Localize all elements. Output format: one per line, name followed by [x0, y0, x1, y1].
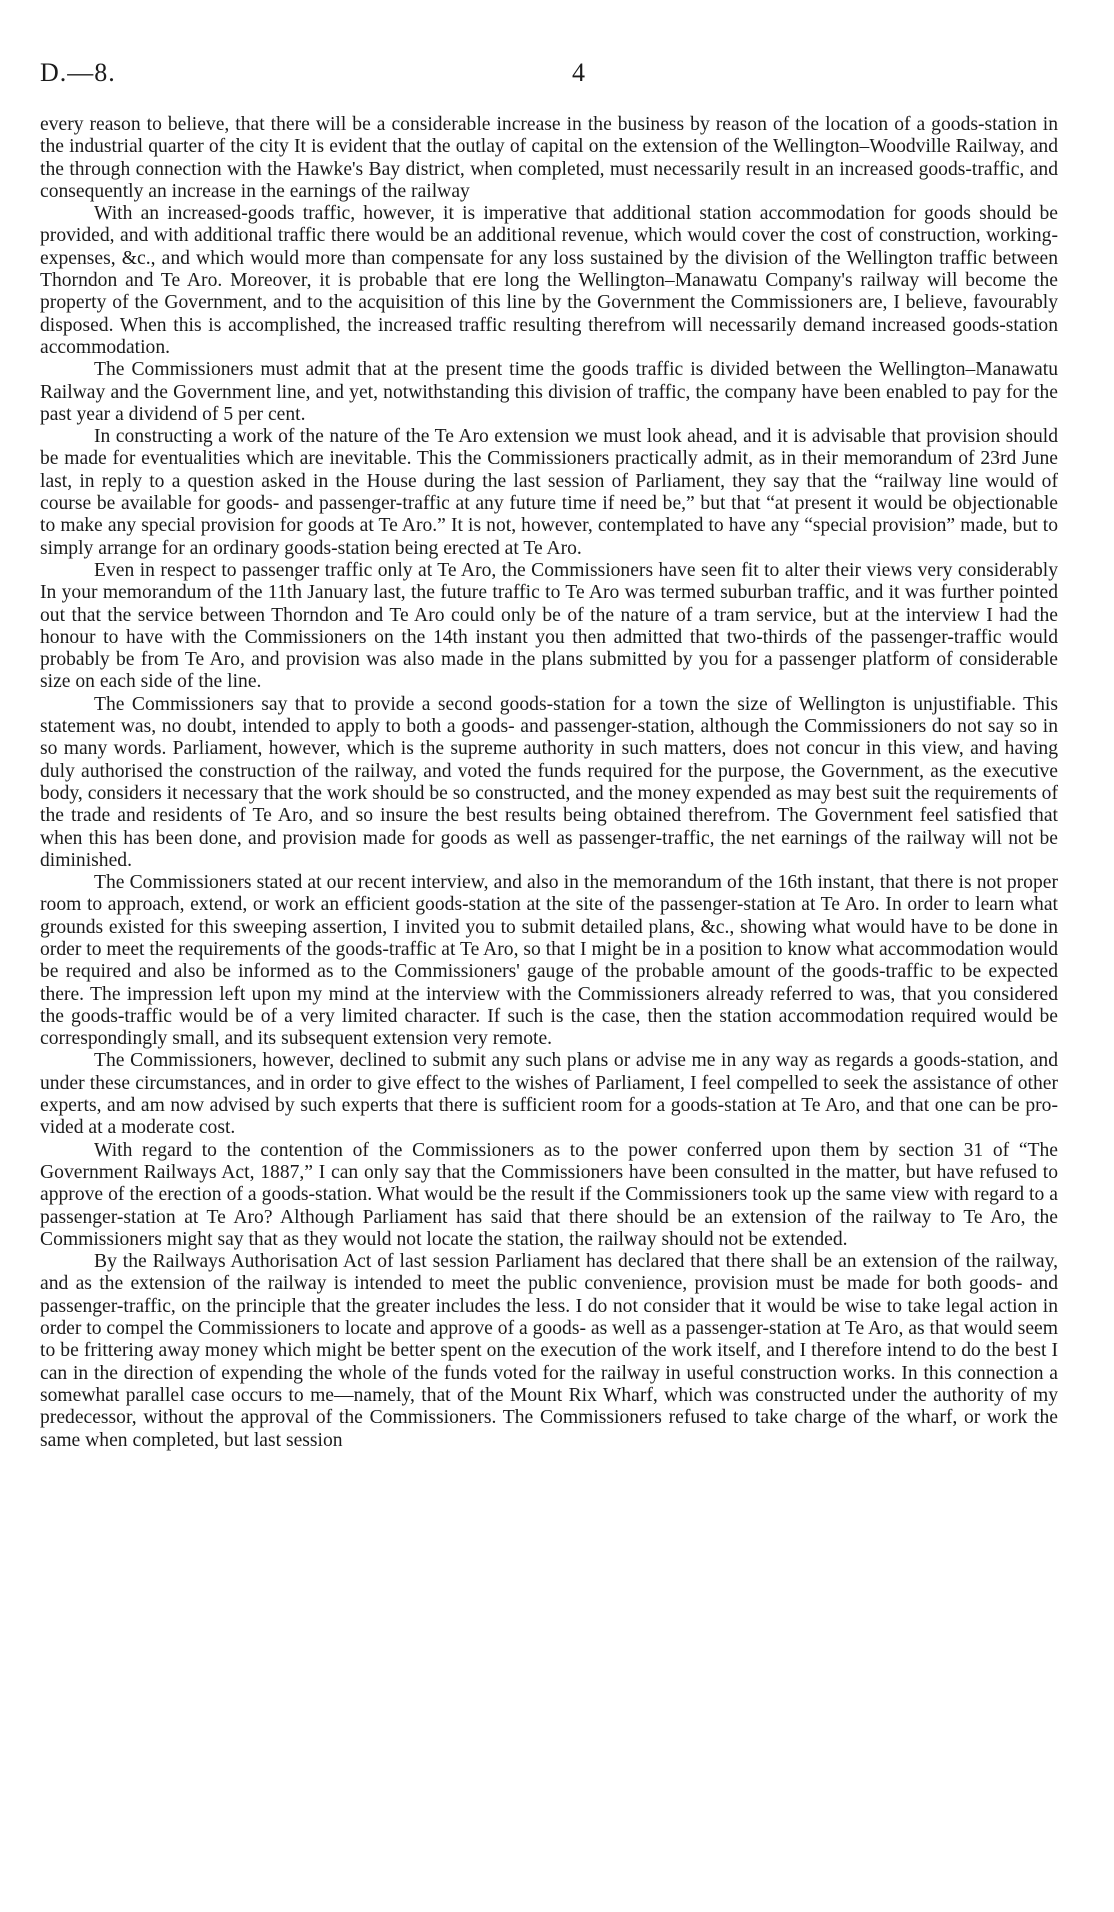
paragraph-5: Even in respect to passenger traffic only at Te Aro, the Commissioners have seen fit to alter their views very considerably In your memorandum of the 11th January last, the future traffic to Te Aro was termed suburban traffic, and it was further pointed out that the service between Thorndon and Te Aro could only be of the nature of a tram service, but at the interview I had the honour to have with the Commissioners on the 14th instant you then admitted that two-thirds of the passenger-traffic would probably be from Te Aro, and provision was also made in the plans submitted by you for a passenger platform of considerable size on each side of the line.	[40, 559, 1058, 693]
paragraph-2: With an increased-goods traffic, however, it is imperative that additional station accommodation for goods should be provided, and with additional traffic there would be an additional revenue, which would cover the cost of construction, working-expenses, &c., and which would more than compensate for any loss sustained by the division of the Wellington traffic between Thorndon and Te Aro. Moreover, it is probable that ere long the Wellington–Manawatu Company's railway will become the property of the Government, and to the acquisition of this line by the Government the Commissioners are, I believe, favourably disposed. When this is accomplished, the increased traffic resulting therefrom will necessarily demand increased goods-station accommodation.	[40, 203, 1058, 358]
document-reference: D.—8.	[40, 58, 116, 87]
paragraph-4: In constructing a work of the nature of the Te Aro extension we must look ahead, and it is advisable that provision should be made for eventualities which are inevitable. This the Commissioners practically admit, as in their memorandum of 23rd June last, in reply to a question asked in the House during the last session of Parliament, they say that the “railway line would of course be available for goods- and passenger-traffic at any future time if need be,” but that “at present it would be objectionable to make any special provision for goods at Te Aro.” It is not, however, contemplated to have any “special provision” made, but to simply arrange for an ordinary goods-station being erected at Te Aro.	[40, 426, 1058, 559]
paragraph-6: The Commissioners say that to provide a second goods-station for a town the size of Wellington is unjustifiable. This statement was, no doubt, intended to apply to both a goods- and passenger-station, although the Commissioners do not say so in so many words. Parliament, however, which is the supreme authority in such matters, does not concur in this view, and having duly authorised the construction of the railway, and voted the funds required for the purpose, the Government, as the executive body, considers it necessary that the work should be so constructed, and the money expended as may best suit the requirements of the trade and residents of Te Aro, and so insure the best results being obtained therefrom. The Government feel satisfied that when this has been done, and provision made for goods as well as passenger-traffic, the net earnings of the railway will not be diminished.	[40, 693, 1058, 871]
page-number: 4	[572, 58, 585, 87]
paragraph-8: The Commissioners, however, declined to submit any such plans or advise me in any way as regards a goods-station, and under these circumstances, and in order to give effect to the wishes of Parliament, I feel compelled to seek the assistance of other experts, and am now advised by such experts that there is sufficient room for a goods-station at Te Aro, and that one can be provided at a moderate cost.	[40, 1050, 1058, 1139]
body-text	[40, 114, 1058, 1452]
paragraph-10: By the Railways Authorisation Act of last session Parliament has declared that there shall be an extension of the railway, and as the extension of the railway is intended to meet the public convenience, provision must be made for both goods- and passenger-traffic, on the principle that the greater includes the less. I do not consider that it would be wise to take legal action in order to compel the Commissioners to locate and approve of a goods- as well as a passenger-station at Te Aro, as that would seem to be frittering away money which might be better spent on the execution of the work itself, and I therefore intend to do the best I can in the direction of expending the whole of the funds voted for the railway in useful construction works. In this connection a somewhat parallel case occurs to me—namely, that of the Mount Rix Wharf, which was constructed under the authority of my predecessor, without the approval of the Commissioners. The Commissioners refused to take charge of the wharf, or work the same when completed, but last session	[40, 1251, 1058, 1451]
paragraph-3: The Commissioners must admit that at the present time the goods traffic is divided between the Wellington–Manawatu Railway and the Government line, and yet, notwithstanding this division of traffic, the company have been enabled to pay for the past year a dividend of 5 per cent.	[40, 359, 1058, 425]
page-header	[40, 58, 1074, 94]
paragraph-9: With regard to the contention of the Commissioners as to the power conferred upon them by section 31 of “The Government Railways Act, 1887,” I can only say that the Commissioners have been consulted in the matter, but have refused to approve of the erection of a goods-station. What would be the result if the Commissioners took up the same view with regard to a passenger-station at Te Aro? Although Parliament has said that there should be an extension of the railway to Te Aro, the Commissioners might say that as they would not locate the station, the railway should not be extended.	[40, 1139, 1058, 1250]
paragraph-1: every reason to believe, that there will be a considerable increase in the business by reason of the location of a goods-station in the industrial quarter of the city It is evident that the outlay of capital on the extension of the Wellington–Woodville Railway, and the through connection with the Hawke's Bay district, when completed, must necessarily result in an increased goods-traffic, and consequently an increase in the earnings of the railway	[40, 114, 1058, 202]
paragraph-7: The Commissioners stated at our recent interview, and also in the memorandum of the 16th instant, that there is not proper room to approach, extend, or work an efficient goods-station at the site of the passenger-station at Te Aro. In order to learn what grounds existed for this sweeping assertion, I invited you to submit detailed plans, &c., showing what would have to be done in order to meet the requirements of the goods-traffic at Te Aro, so that I might be in a position to know what accommodation would be required and also be informed as to the Commissioners' gauge of the probable amount of the goods-traffic to be expected there. The impression left upon my mind at the interview with the Commissioners already referred to was, that you considered the goods-traffic would be of a very limited character. If such is the case, then the station accommodation required would be correspondingly small, and its subsequent extension very remote.	[40, 872, 1058, 1050]
